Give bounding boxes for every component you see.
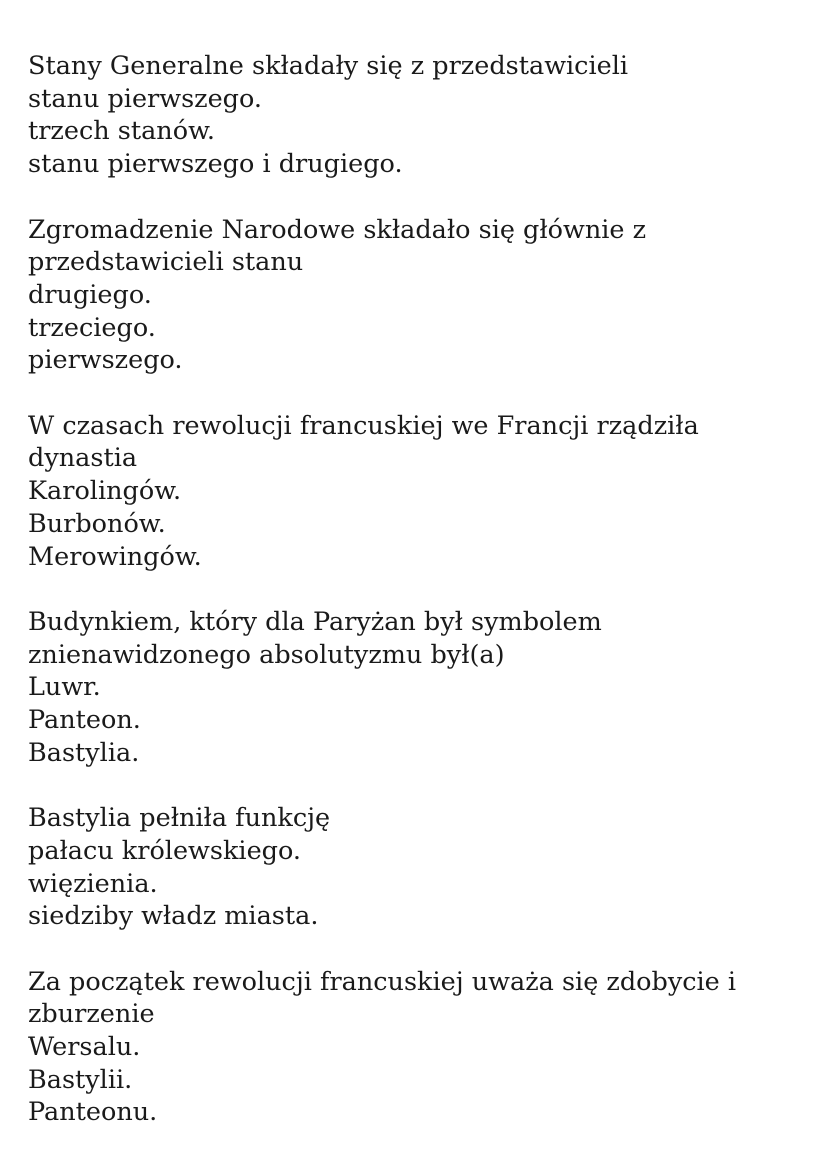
answer-option: trzech stanów. bbox=[28, 116, 215, 147]
answer-option: pierwszego. bbox=[28, 345, 183, 376]
question-stem: zburzenie bbox=[28, 999, 155, 1030]
answer-option: siedziby władz miasta. bbox=[28, 901, 319, 932]
question-4 bbox=[28, 606, 808, 770]
question-stem: W czasach rewolucji francuskiej we Francji rządziła bbox=[28, 410, 699, 441]
question-2 bbox=[28, 214, 808, 378]
answer-option: Bastylii. bbox=[28, 1064, 133, 1095]
question-stem: Zgromadzenie Narodowe składało się głównie z bbox=[28, 214, 647, 245]
answer-option: Karolingów. bbox=[28, 476, 182, 507]
question-stem: przedstawicieli stanu bbox=[28, 247, 304, 278]
answer-option: Wersalu. bbox=[28, 1032, 141, 1063]
question-5 bbox=[28, 802, 808, 933]
answer-option: stanu pierwszego. bbox=[28, 83, 263, 114]
question-1 bbox=[28, 50, 808, 181]
question-stem: Za początek rewolucji francuskiej uważa się zdobycie i bbox=[28, 966, 737, 997]
answer-option: Panteonu. bbox=[28, 1097, 158, 1128]
answer-option: Panteon. bbox=[28, 705, 141, 736]
answer-option: pałacu królewskiego. bbox=[28, 835, 301, 866]
answer-option: Merowingów. bbox=[28, 541, 202, 572]
answer-option: drugiego. bbox=[28, 279, 152, 310]
answer-option: stanu pierwszego i drugiego. bbox=[28, 149, 403, 180]
question-3 bbox=[28, 410, 808, 574]
answer-option: Luwr. bbox=[28, 672, 101, 703]
question-stem: Budynkiem, który dla Paryżan był symbolem bbox=[28, 606, 602, 637]
answer-option: więzienia. bbox=[28, 868, 158, 899]
question-6 bbox=[28, 966, 808, 1130]
question-stem: dynastia bbox=[28, 443, 138, 474]
question-stem: Bastylia pełniła funkcję bbox=[28, 803, 331, 834]
answer-option: Bastylia. bbox=[28, 737, 140, 768]
question-stem: Stany Generalne składały się z przedstawicieli bbox=[28, 51, 629, 81]
answer-option: trzeciego. bbox=[28, 312, 156, 343]
question-stem: znienawidzonego absolutyzmu był(a) bbox=[28, 639, 505, 670]
answer-option: Burbonów. bbox=[28, 508, 166, 539]
quiz-document bbox=[28, 50, 808, 1162]
